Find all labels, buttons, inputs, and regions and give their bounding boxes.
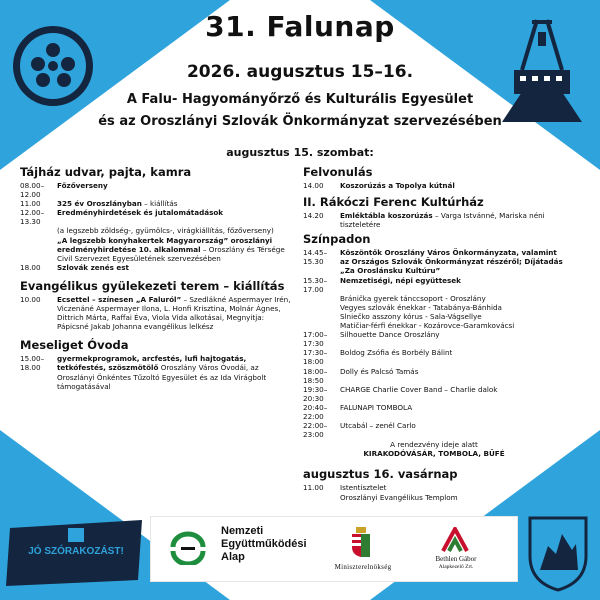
bga-label bbox=[421, 555, 491, 571]
program-time bbox=[20, 236, 57, 263]
program-time: 17:30–18:00 bbox=[303, 348, 328, 367]
program-time: 12.00–13.30 bbox=[20, 208, 45, 227]
program-text bbox=[340, 321, 565, 330]
program-list bbox=[303, 211, 565, 229]
program-title: Szlovák zenés est bbox=[57, 262, 129, 272]
program-text bbox=[340, 421, 565, 439]
section-title: Evangélikus gyülekezeti terem – kiállítás bbox=[20, 278, 285, 293]
program-row bbox=[303, 248, 565, 275]
program-list bbox=[20, 354, 293, 390]
program-row bbox=[303, 330, 565, 348]
program-list bbox=[20, 181, 293, 272]
program-detail: Silhouette Dance Oroszlány bbox=[340, 330, 440, 340]
program-list bbox=[303, 483, 565, 501]
program-text bbox=[340, 211, 565, 229]
program-text bbox=[57, 226, 293, 235]
bga-text-1: Bethlen Gábor bbox=[435, 555, 477, 563]
program-title: Emléktábla koszorúzás bbox=[340, 211, 433, 221]
program-text bbox=[340, 367, 565, 385]
event-dates: 2026. augusztus 15–16. bbox=[186, 62, 414, 82]
nea-logo-icon bbox=[169, 531, 207, 565]
program-text bbox=[340, 385, 565, 403]
ministry-label: Miniszterelnökség bbox=[334, 563, 392, 571]
program-row bbox=[20, 181, 293, 199]
program-time: 10.00 bbox=[20, 294, 41, 304]
page-title: 31. Falunap bbox=[205, 10, 395, 43]
bga-text-2: Alapkezelő Zrt. bbox=[438, 564, 474, 570]
section-title: Színpadon bbox=[303, 232, 371, 247]
program-row bbox=[303, 312, 565, 321]
program-text bbox=[57, 181, 293, 199]
program-detail: – kiállítás bbox=[141, 199, 178, 209]
program-time bbox=[303, 321, 340, 330]
section-title: Felvonulás bbox=[303, 165, 373, 179]
bga-logo-icon bbox=[441, 527, 469, 553]
day-heading: augusztus 15. szombat: bbox=[226, 146, 374, 159]
program-text bbox=[340, 248, 565, 275]
program-detail: Matičiar-férfi énekkar - Kozárovce-Garamkovácsi bbox=[340, 321, 515, 331]
program-time: 08.00–12.00 bbox=[20, 181, 45, 200]
program-detail: Oroszlány Város Óvodái, az Oroszlányi Önkéntes Tűzoltó Egyesület és az Ida Virágbolt támogatásával bbox=[57, 363, 267, 391]
program-detail: Istentisztelet bbox=[340, 483, 387, 493]
program-time: 15.30–17.00 bbox=[303, 275, 328, 294]
program-time: 17:00–17:30 bbox=[303, 330, 328, 349]
program-detail: – Oroszlány és Térsége Civil Szervezet Egyesületének szervezésében bbox=[57, 244, 285, 263]
program-text bbox=[57, 354, 293, 390]
program-detail: Dolly és Palcsó Tamás bbox=[340, 366, 419, 376]
promo-text: JÓ SZÓRAKOZÁST! bbox=[28, 546, 124, 557]
program-row bbox=[303, 385, 565, 403]
program-time: 11.00 bbox=[20, 199, 41, 209]
program-title: „A legszebb konyhakertek Magyarország” oroszlányi eredményhirdetése 10. alkalommal bbox=[57, 235, 273, 254]
program-title: Ecsettel – színesen „A Faluról” bbox=[57, 294, 182, 304]
program-time: 14.00 bbox=[303, 181, 324, 190]
program-row bbox=[20, 354, 293, 390]
program-detail: CHARGE Charlie Cover Band – Charlie dalok bbox=[340, 384, 498, 394]
program-text bbox=[340, 294, 565, 303]
program-time bbox=[303, 493, 340, 502]
program-time: 14.20 bbox=[303, 211, 324, 221]
program-time: 15.00–18.00 bbox=[20, 354, 45, 373]
program-text bbox=[340, 181, 565, 190]
nea-text-1: Nemzeti bbox=[221, 525, 264, 537]
program-detail: – Varga Istvánné, Mariska néni tiszteletére bbox=[340, 211, 545, 230]
program-row bbox=[20, 208, 293, 226]
program-time: 19:30–20:30 bbox=[303, 384, 328, 403]
program-row bbox=[303, 403, 565, 421]
organizer-line-1: A Falu- Hagyományőrző és Kulturális Egyesület bbox=[126, 92, 474, 107]
note-highlight: KIRAKODÓVÁSÁR, TOMBOLA, BÜFÉ bbox=[363, 449, 505, 459]
program-row bbox=[303, 421, 565, 439]
program-row bbox=[20, 295, 293, 331]
program-list bbox=[303, 181, 565, 190]
program-text bbox=[57, 236, 293, 263]
right-column bbox=[303, 166, 565, 502]
program-detail: Vegyes szlovák énekkar - Tatabánya-Bánhida bbox=[340, 302, 502, 312]
program-time: 22:00–23:00 bbox=[303, 421, 328, 440]
note-line: A rendezvény ideje alatt bbox=[390, 440, 478, 450]
organizer-line-2: és az Oroszlányi Szlovák Önkormányzat szervezésében bbox=[98, 114, 502, 129]
section-title: Meseliget Óvoda bbox=[20, 338, 129, 353]
program-title: Eredményhirdetések és jutalomátadások bbox=[57, 208, 224, 218]
program-row bbox=[303, 211, 565, 229]
section-title: II. Rákóczi Ferenc Kultúrház bbox=[303, 195, 484, 210]
program-detail: FALUNAPI TOMBOLA bbox=[340, 402, 413, 412]
program-time bbox=[303, 312, 340, 321]
program-title: Köszöntők Oroszlány Város Önkormányzata, valamint az Országos Szlovák Önkormányzat részéről; Díjátadás „Za Oroslánsku Kultúru” bbox=[340, 248, 563, 276]
program-text bbox=[57, 263, 293, 272]
program-row bbox=[303, 348, 565, 366]
program-detail: Slniečko asszony kórus - Sala-Vágsellye bbox=[340, 311, 482, 321]
ministry-crest-icon bbox=[351, 527, 371, 557]
program-time bbox=[303, 294, 340, 303]
program-text bbox=[57, 208, 293, 226]
program-time bbox=[303, 303, 340, 312]
program-time bbox=[20, 226, 57, 235]
promo-banner bbox=[6, 520, 146, 586]
program-detail: (a legszebb zöldség-, gyümölcs-, virágkiállítás, főzőverseny) bbox=[57, 226, 274, 236]
program-text bbox=[57, 295, 293, 331]
program-text bbox=[57, 199, 293, 208]
program-text bbox=[340, 276, 565, 294]
program-detail: Utcabál – zenél Carlo bbox=[340, 421, 416, 431]
program-detail: – Szedlákné Aspermayer Irén, Viczenáné Aspermayer Ilona, L. Honfi Krisztina, Molnár Ágnes, Dittrich Márta, Raffai Éva, Viola Vida alkotásai, Megnyitja: Pápicsné Jakab Johanna evangélikus lelkész bbox=[57, 294, 291, 332]
program-text bbox=[340, 312, 565, 321]
program-row bbox=[303, 294, 565, 303]
nea-text-2: Együttműködési bbox=[221, 538, 307, 550]
program-text bbox=[340, 483, 565, 492]
program-time: 14.45–15.30 bbox=[303, 248, 328, 267]
nea-text-3: Alap bbox=[221, 551, 245, 563]
program-row bbox=[303, 276, 565, 294]
program-title: Nemzetiségi, népi együttesek bbox=[340, 275, 461, 285]
section-title: Tájház udvar, pajta, kamra bbox=[20, 165, 192, 179]
promo-crest-icon bbox=[68, 528, 84, 542]
program-time: 18.00 bbox=[20, 262, 41, 272]
program-row bbox=[303, 181, 565, 190]
program-time: 20:40–22:00 bbox=[303, 402, 328, 421]
program-row bbox=[20, 263, 293, 272]
program-time: 18:00–18:50 bbox=[303, 366, 328, 385]
program-title: Főzőverseny bbox=[57, 181, 108, 190]
program-title: 325 év Oroszlányban bbox=[57, 199, 142, 209]
program-row bbox=[303, 303, 565, 312]
program-text bbox=[340, 403, 565, 421]
program-text bbox=[340, 330, 565, 348]
program-title: gyermekprogramok, arcfestés, lufi hajtogatás, tetkófestés, szöszmötölő bbox=[57, 354, 247, 373]
program-detail: Boldog Zsófia és Borbély Bálint bbox=[340, 348, 453, 358]
coat-of-arms-icon bbox=[526, 516, 590, 592]
program-row bbox=[303, 493, 565, 502]
section-title: augusztus 16. vasárnap bbox=[303, 467, 458, 482]
program-row bbox=[303, 483, 565, 492]
program-row bbox=[20, 199, 293, 208]
program-detail: Oroszlányi Evangélikus Templom bbox=[340, 492, 458, 502]
program-text bbox=[340, 348, 565, 366]
program-detail: Bránička gyerek tánccsoport - Oroszlány bbox=[340, 293, 486, 303]
program-row bbox=[20, 226, 293, 235]
program-title: Koszorúzás a Topolya kútnál bbox=[340, 181, 455, 190]
program-row bbox=[20, 236, 293, 263]
left-column bbox=[20, 166, 293, 391]
nea-logo-text bbox=[221, 525, 307, 564]
program-list bbox=[20, 295, 293, 331]
program-time: 11.00 bbox=[303, 483, 324, 493]
program-text bbox=[340, 303, 565, 312]
sponsor-logo-bar bbox=[150, 516, 518, 582]
program-list bbox=[303, 248, 565, 439]
program-row bbox=[303, 367, 565, 385]
program-text bbox=[340, 493, 565, 502]
program-row bbox=[303, 321, 565, 330]
